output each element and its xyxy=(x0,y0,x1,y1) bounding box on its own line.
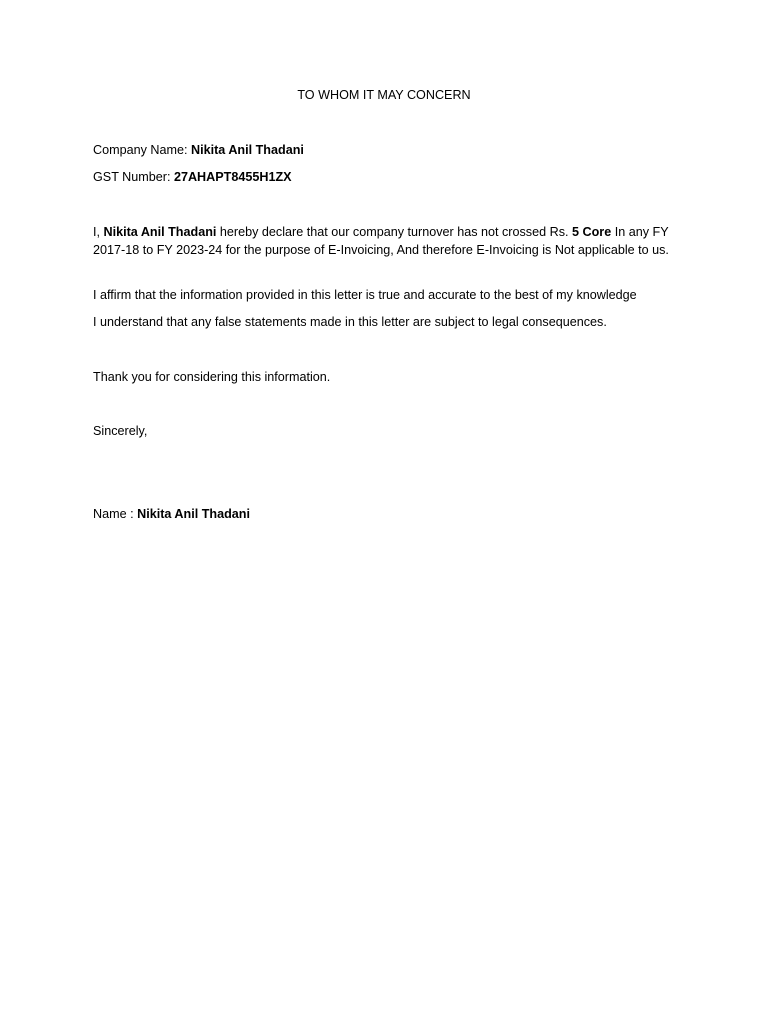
signature-name-value: Nikita Anil Thadani xyxy=(137,507,250,521)
company-name-label: Company Name: xyxy=(93,143,188,157)
company-name-value: Nikita Anil Thadani xyxy=(191,143,304,157)
declaration-middle: hereby declare that our company turnover has not crossed Rs. xyxy=(219,225,569,239)
declaration-paragraph xyxy=(93,224,677,259)
gst-number-value: 27AHAPT8455H1ZX xyxy=(173,170,292,184)
declaration-prefix: I, xyxy=(93,225,100,239)
signature-name-label: Name : xyxy=(93,507,134,521)
declaration-amount: 5 Core xyxy=(572,225,612,239)
thanks-statement: Thank you for considering this information. xyxy=(93,370,331,384)
understand-statement: I understand that any false statements made in this letter are subject to legal consequences. xyxy=(93,315,607,329)
gst-number-line xyxy=(93,170,292,184)
letter-title: TO WHOM IT MAY CONCERN xyxy=(297,88,471,102)
declaration-suffix: In any FY 2017-18 to FY 2023-24 for the purpose of E-Invoicing, And therefore E-Invoicing is Not applicable to us. xyxy=(93,225,669,257)
affirm-statement: I affirm that the information provided in this letter is true and accurate to the best of my knowledge xyxy=(93,288,637,302)
company-name-line xyxy=(93,143,304,157)
signature-name-line xyxy=(93,507,250,521)
gst-number-label: GST Number: xyxy=(93,170,171,184)
closing-salutation: Sincerely, xyxy=(93,424,148,438)
declaration-name: Nikita Anil Thadani xyxy=(103,225,217,239)
